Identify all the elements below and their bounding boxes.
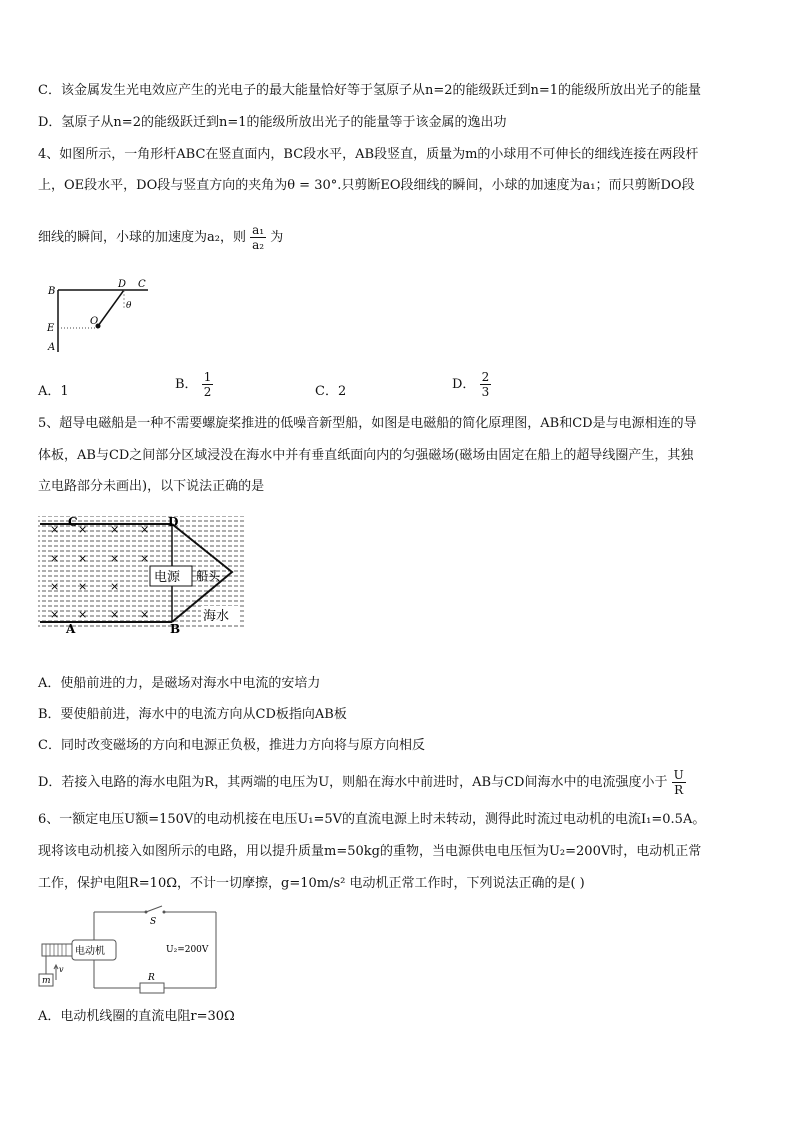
q4-label-d: D — [118, 279, 127, 290]
q5-option-a: A．使船前进的力，是磁场对海水中电流的安培力 — [38, 676, 321, 691]
q4-option-b-fraction — [202, 370, 214, 399]
q5-ship-figure — [36, 514, 248, 634]
q5-label-b: B — [170, 622, 181, 634]
q4-label-o: O — [90, 316, 99, 327]
q4-option-a-label: A． — [38, 384, 61, 399]
q5-label-a: A — [66, 622, 76, 634]
q5-cross: × — [140, 523, 150, 536]
q5-label-c: C — [68, 515, 78, 529]
q5-label-sea: 海水 — [203, 609, 230, 624]
q5-cross: × — [110, 523, 120, 536]
q5-stem-line2: 体板，AB与CD之间部分区域浸没在海水中并有垂直纸面向内的匀强磁场(磁场由固定在船上的超导线圈产生，其独 — [38, 448, 694, 463]
q6-label-m: m — [42, 976, 51, 986]
q5-option-d-fraction — [672, 768, 686, 797]
q4-stem-line2: 上，OE段水平，DO段与竖直方向的夹角为θ = 30°.只剪断EO段细线的瞬间，小球的加速度为a₁；而只剪断DO段 — [38, 178, 695, 193]
q4-option-d — [452, 370, 491, 399]
q4-label-theta: θ — [126, 301, 132, 311]
q6-label-v: v — [59, 965, 64, 974]
q4-stem-line3-text: 细线的瞬间，小球的加速度为a₂，则 — [38, 230, 246, 245]
q4-option-d-denominator: 3 — [481, 385, 490, 399]
q5-option-d — [38, 768, 764, 797]
q6-label-s: S — [150, 917, 157, 927]
q5-cross: × — [78, 523, 88, 536]
q5-cross: × — [78, 608, 88, 621]
q4-option-a-value: 1 — [60, 384, 69, 399]
q4-label-a: A — [48, 342, 56, 353]
q4-stem-line3 — [38, 223, 764, 252]
q4-ratio-fraction — [250, 223, 266, 252]
q4-option-a — [38, 380, 69, 399]
q6-label-motor: 电动机 — [75, 946, 105, 957]
q5-cross: × — [50, 608, 60, 621]
q5-stem-line3: 立电路部分未画出)，以下说法正确的是 — [38, 479, 265, 494]
q5-option-d-denominator: R — [674, 783, 684, 797]
q5-stem-line1: 5、超导电磁船是一种不需要螺旋桨推进的低噪音新型船，如图是电磁船的简化原理图，AB和CD是与电源相连的导 — [38, 416, 697, 431]
q5-cross: × — [110, 608, 120, 621]
q4-option-b — [175, 370, 213, 399]
q4-label-b: B — [48, 286, 56, 297]
q4-option-b-label: B． — [175, 377, 198, 392]
q5-label-source: 电源 — [154, 570, 181, 585]
q5-cross: × — [50, 523, 60, 536]
q4-label-c: C — [138, 279, 146, 290]
q4-label-e: E — [47, 323, 55, 334]
q4-option-d-fraction — [480, 370, 492, 399]
q5-cross: × — [110, 552, 120, 565]
q5-option-d-numerator: U — [673, 768, 684, 782]
q4-option-b-denominator: 2 — [203, 385, 212, 399]
q4-option-c — [315, 380, 346, 399]
q4-option-d-label: D． — [452, 377, 476, 392]
q4-ratio-numerator: a₁ — [252, 223, 265, 237]
q6-stem-line1: 6、一额定电压U额=150V的电动机接在电压U₁=5V的直流电源上时未转动，测得此时流过电动机的电流I₁=0.5A。 — [38, 812, 706, 827]
q6-circuit-figure — [36, 902, 226, 998]
q6-pulley — [42, 944, 72, 956]
q5-cross: × — [140, 552, 150, 565]
q6-switch — [146, 906, 162, 912]
q4-option-d-numerator: 2 — [481, 370, 490, 384]
q6-resistor — [140, 983, 164, 993]
q5-cross: × — [110, 580, 120, 593]
q5-cross: × — [140, 608, 150, 621]
q5-label-bow: 船头 — [196, 569, 221, 583]
q5-option-c: C．同时改变磁场的方向和电源正负极，推进力方向将与原方向相反 — [38, 738, 425, 753]
q4-option-c-label: C． — [315, 384, 338, 399]
q3-option-d: D．氢原子从n=2的能级跃迁到n=1的能级所放出光子的能量等于该金属的逸出功 — [38, 115, 507, 130]
q6-option-a: A．电动机线圈的直流电阻r=30Ω — [38, 1009, 235, 1024]
q4-option-c-value: 2 — [337, 384, 347, 399]
q6-stem-line3: 工作，保护电阻R=10Ω，不计一切摩擦，g=10m/s² 电动机正常工作时，下列说法正确的是( ) — [38, 876, 585, 891]
q5-option-b: B．要使船前进，海水中的电流方向从CD板指向AB板 — [38, 707, 347, 722]
q5-cross: × — [50, 580, 60, 593]
q5-cross: × — [78, 580, 88, 593]
q5-label-d: D — [168, 515, 179, 529]
q3-option-c: C．该金属发生光电效应产生的光电子的最大能量恰好等于氢原子从n=2的能级跃迁到n=1的能级所放出光子的能量 — [38, 83, 702, 98]
q6-label-voltage: U₂=200V — [166, 945, 209, 955]
q4-ratio-denominator: a₂ — [252, 238, 265, 252]
q4-option-b-numerator: 1 — [203, 370, 212, 384]
q5-cross: × — [50, 552, 60, 565]
q4-stem-line3-end: 为 — [270, 230, 284, 245]
q4-rod-figure — [40, 276, 160, 356]
q5-cross: × — [78, 552, 88, 565]
q6-stem-line2: 现将该电动机接入如图所示的电路，用以提升质量m=50kg的重物，当电源供电电压恒为U₂=200V时，电动机正常 — [38, 844, 702, 859]
q4-stem-line1: 4、如图所示，一角形杆ABC在竖直面内，BC段水平，AB段竖直，质量为m的小球用不可伸长的细线连接在两段杆 — [38, 147, 699, 162]
q5-option-d-text: D．若接入电路的海水电阻为R，其两端的电压为U，则船在海水中前进时，AB与CD间海水中的电流强度小于 — [38, 775, 668, 790]
q6-label-r: R — [148, 973, 155, 983]
